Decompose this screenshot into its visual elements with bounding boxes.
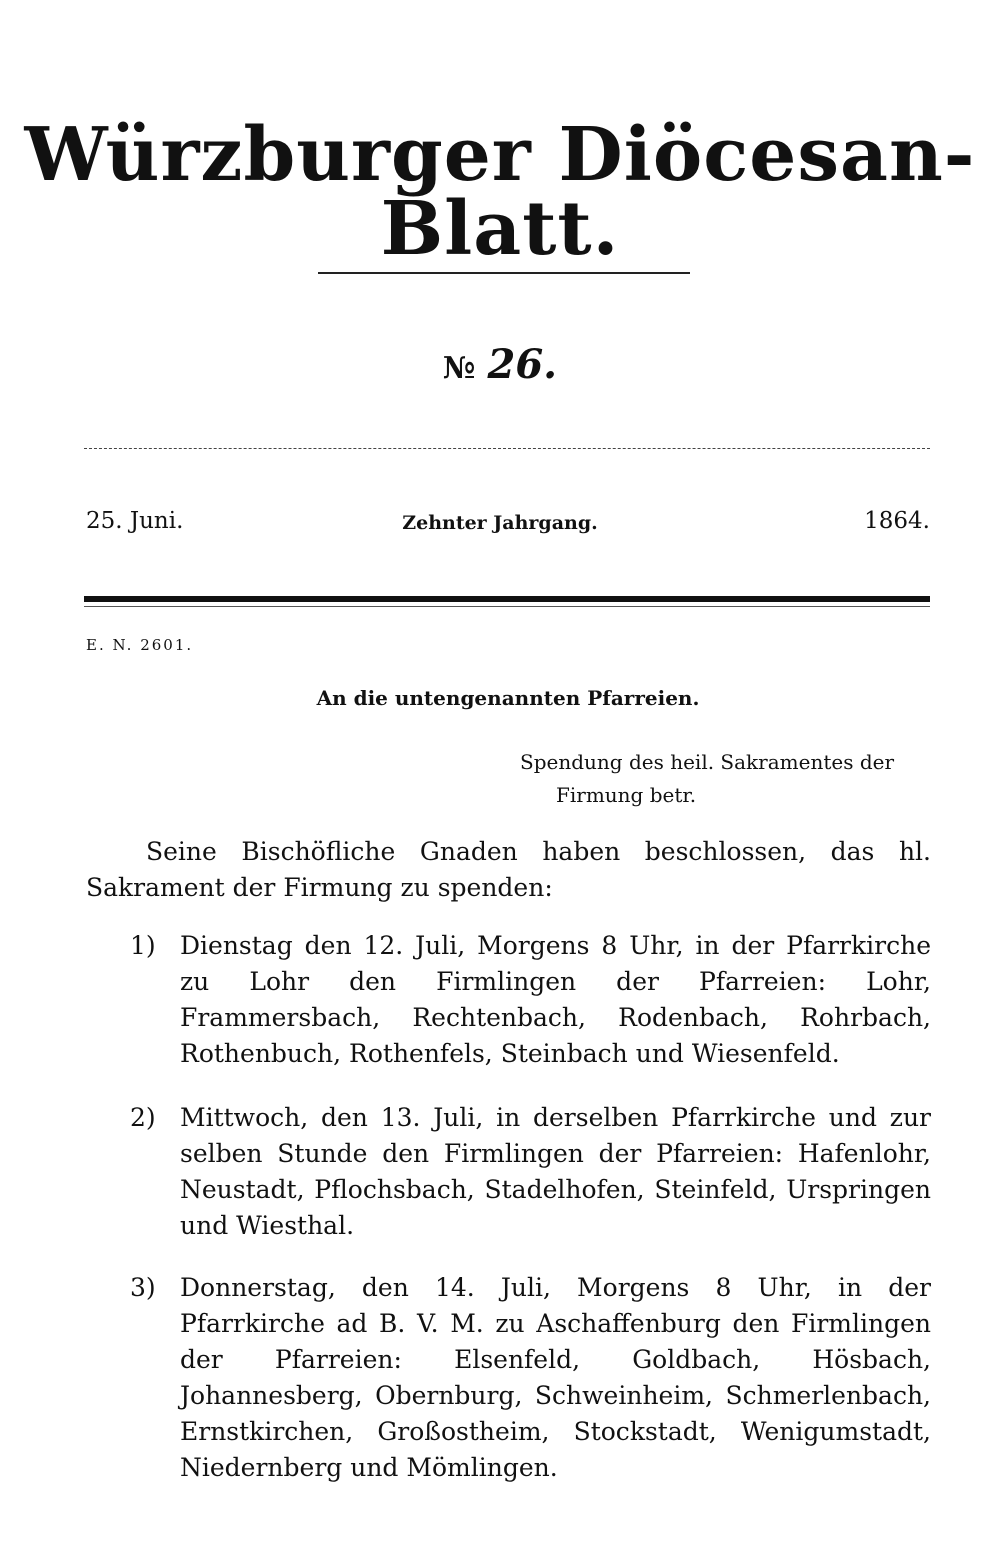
list-marker: 2) bbox=[130, 1103, 156, 1132]
list-marker: 1) bbox=[130, 931, 156, 960]
subject-line-2: Firmung betr. bbox=[556, 783, 697, 807]
issue-divider bbox=[84, 448, 930, 449]
masthead-title: Würzburger Diöcesan-Blatt. bbox=[24, 112, 976, 272]
number-sign: № bbox=[442, 351, 476, 386]
masthead-divider bbox=[318, 272, 690, 274]
issue-date: 25. Juni. bbox=[86, 508, 184, 534]
intro-paragraph: Seine Bischöfliche Gnaden haben beschlossen, das hl. Sakrament der Firmung zu spenden: bbox=[86, 837, 931, 902]
header-thin-rule bbox=[84, 606, 930, 607]
list-item-text: Donnerstag, den 14. Juli, Morgens 8 Uhr, in der Pfarrkirche ad B. V. M. zu Aschaffenburg den Firmlingen der Pfarreien: Elsenfeld, Goldbach, Hösbach, Johannesberg, Obernburg, Schweinheim, Schmerlenbach, Ernstkirchen, Großostheim, Stockstadt, Wenigumstadt, Niedernberg und Mömlingen. bbox=[180, 1273, 931, 1482]
volume-label: Zehnter Jahrgang. bbox=[402, 512, 598, 534]
subject-line-1: Spendung des heil. Sakramentes der bbox=[520, 750, 895, 774]
issue-number bbox=[0, 341, 1000, 388]
subject-note bbox=[520, 746, 932, 812]
list-item-text: Dienstag den 12. Juli, Morgens 8 Uhr, in der Pfarrkirche zu Lohr den Firmlingen der Pfarreien: Lohr, Frammersbach, Rechtenbach, Rodenbach, Rohrbach, Rothenbuch, Rothenfels, Steinbach und Wiesenfeld. bbox=[180, 931, 931, 1068]
list-marker: 3) bbox=[130, 1273, 156, 1302]
list-item-text: Mittwoch, den 13. Juli, in derselben Pfarrkirche und zur selben Stunde den Firmlingen der Pfarreien: Hafenlohr, Neustadt, Pflochsbach, Stadelhofen, Steinfeld, Urspringen und Wiesthal. bbox=[180, 1103, 931, 1240]
reference-number: E. N. 2601. bbox=[86, 636, 194, 654]
address-heading: An die untengenannten Pfarreien. bbox=[316, 686, 700, 710]
header-thick-rule bbox=[84, 596, 930, 602]
issue-year: 1864. bbox=[864, 508, 930, 534]
issue-number-value: 26. bbox=[487, 341, 558, 388]
